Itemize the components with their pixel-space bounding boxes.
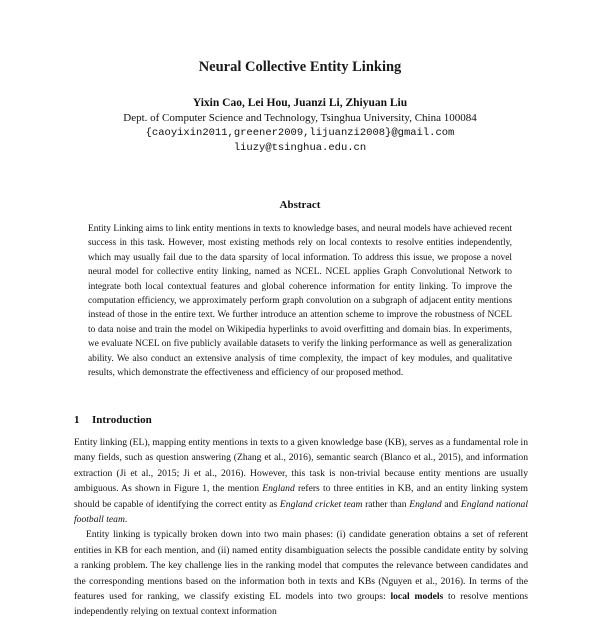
intro-p2-text-a: Entity linking is typically broken down into two main phases: (i) candidate generation obtains a set of referent entities in KB for each mention, and (ii) named entity disambiguation selects the possible candidate entity by solving a ranking problem. The key challenge lies in the ranking model that computes the relevance between candidates and the corresponding mentions based on the information both in texts and KBs (Nguyen et al., 2016). In terms of the features used for ranking, we classify existing EL models into two groups: xyxy=(74,529,528,603)
paper-title: Neural Collective Entity Linking xyxy=(198,59,402,75)
section-title: Introduction xyxy=(92,414,152,426)
intro-p1-text-c: rather than xyxy=(362,498,410,510)
section-heading-introduction xyxy=(74,414,374,426)
intro-p2-bold: local models xyxy=(390,591,444,603)
abstract-text: Entity Linking aims to link entity mentions in texts to knowledge bases, and neural models have achieved recent success in this task. However, most existing methods rely on local contexts to resolve entities independently, which may usually fail due to the data sparsity of local information. To address this issue, we propose a novel neural model for collective entity linking, named as NCEL. NCEL applies Graph Convolutional Network to integrate both local contextual features and global coherence information for entity linking. To improve the computation efficiency, we approximately perform graph convolution on a subgraph of adjacent entity mentions instead of those in the entire text. We further introduce an attention scheme to improve the robustness of NCEL to data noise and train the model on Wikipedia hyperlinks to avoid overfitting and domain bias. In experiments, we evaluate NCEL on five publicly available datasets to verify the linking performance as well as generalization ability. We also conduct an extensive analysis of time complexity, the impact of key modules, and qualitative results, which demonstrate the effectiveness and efficiency of our proposed method. xyxy=(88,224,512,379)
intro-paragraph-2 xyxy=(74,527,528,619)
author-list: Yixin Cao, Lei Hou, Juanzi Li, Zhiyuan Liu xyxy=(192,97,408,109)
affiliation: Dept. of Computer Science and Technology, Tsinghua University, China 100084 xyxy=(123,112,477,124)
intro-p1-text-e: . xyxy=(124,514,128,526)
intro-p2-text-b: to resolve mentions independently relying on textual context information xyxy=(74,591,528,618)
intro-p1-emphasis-1: England xyxy=(262,483,295,495)
intro-p1-emphasis-3: England xyxy=(409,498,442,510)
intro-paragraph-1 xyxy=(74,435,528,527)
intro-p1-emphasis-2: England cricket team xyxy=(279,498,363,510)
section-number: 1 xyxy=(74,414,80,426)
introduction-body xyxy=(74,435,528,620)
intro-p1-emphasis-4: England national football team xyxy=(74,498,528,526)
intro-p1-text-a: Entity linking (EL), mapping entity mentions in texts to a given knowledge base (KB), serves as a fundamental role in many fields, such as question answering (Zhang et al., 2016), semantic search (Blanco et al., 2015), and information extraction (Ji et al., 2015; Ji et al., 2016). However, this task is non-trivial because entity mentions are usually ambiguous. As shown in Figure 1, the mention xyxy=(74,437,528,495)
intro-p1-text-d: and xyxy=(441,498,461,510)
email-line-1: {caoyixin2011,greener2009,lijuanzi2008}@gmail.com xyxy=(145,127,455,139)
email-line-2: liuzy@tsinghua.edu.cn xyxy=(233,142,367,154)
intro-p1-text-b: refers to three entities in KB, and an entity linking system should be capable of identifying the correct entity as xyxy=(74,483,528,510)
abstract-heading: Abstract xyxy=(279,199,321,211)
